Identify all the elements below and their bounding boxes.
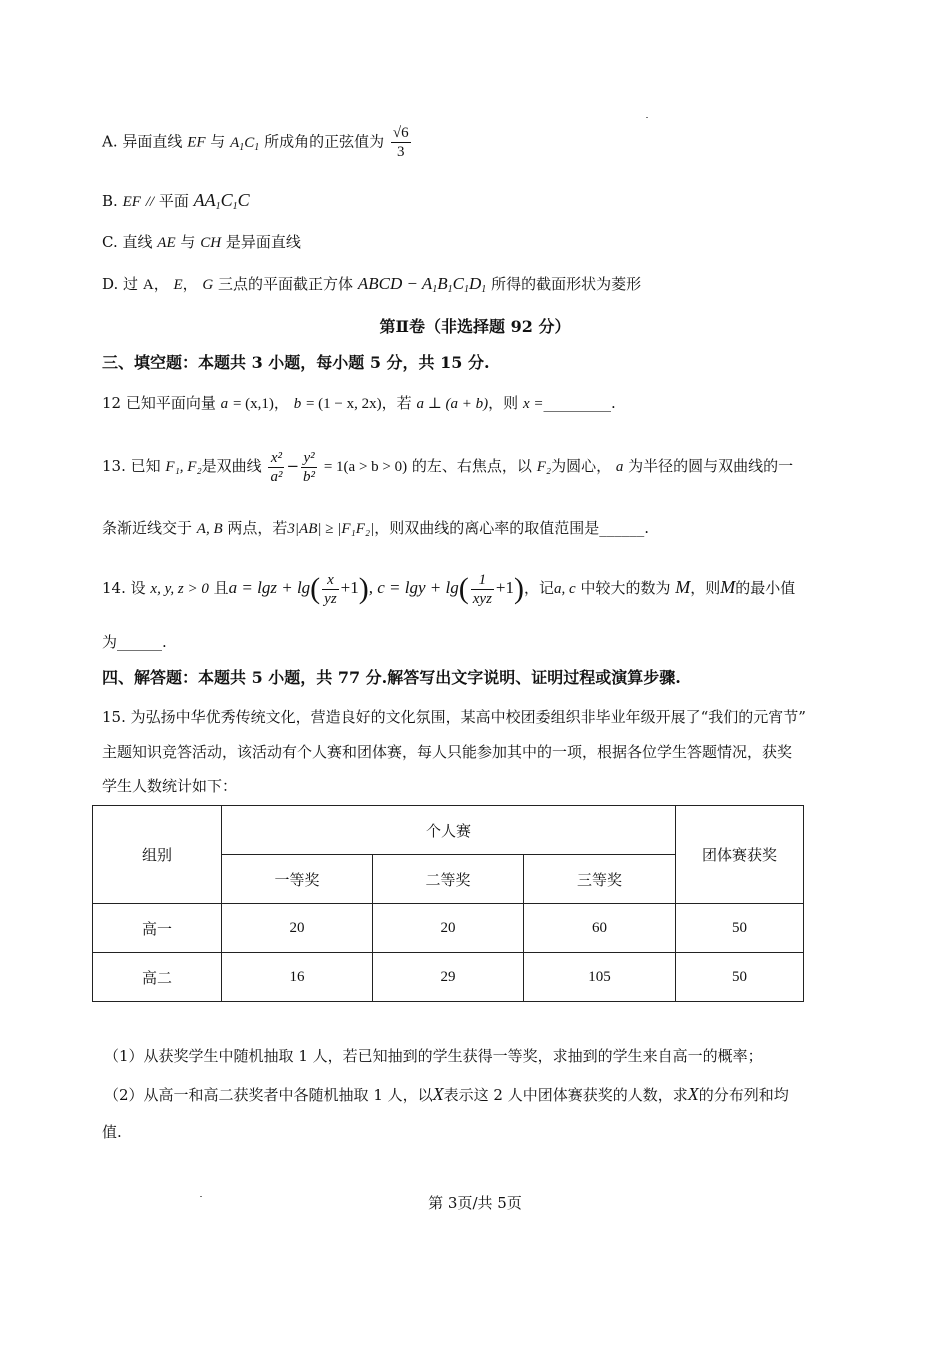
cell-group: 高二 xyxy=(93,953,222,1002)
text: 三点的平面截正方体 xyxy=(218,275,354,293)
math: = 1(a > b > 0) xyxy=(323,459,408,475)
math: E xyxy=(173,277,183,293)
text: 与 xyxy=(180,233,196,251)
header-team: 团体赛获奖 xyxy=(676,806,804,904)
text: 为半径的圆与双曲线的一 xyxy=(628,457,794,475)
section-title: 三、填空题：本题共 3 小题，每小题 5 分，共 15 分. xyxy=(102,353,490,372)
math: a ⊥ (a + b) xyxy=(416,396,489,412)
text: 是双曲线 xyxy=(201,457,262,475)
math: x, y, z > 0 xyxy=(150,581,209,597)
math: F₁, F₂ xyxy=(165,459,202,475)
math: 3|AB| ≥ |F₁F₂| xyxy=(287,521,375,537)
option-d: D. 过 A， E， G 三点的平面截正方体 ABCD − $A_1B_1C_1D_1$ 所得的截面形状为菱形 xyxy=(102,274,642,295)
cell-team: 50 xyxy=(676,904,804,953)
award-table xyxy=(92,805,804,1002)
cell-group: 高一 xyxy=(93,904,222,953)
table-row xyxy=(93,904,804,953)
question-15: 15. 为弘扬中华优秀传统文化，营造良好的文化氛围，某高中校团委组织非毕业年级开展了“我们的元宵节” xyxy=(102,708,806,726)
text: 是异面直线 xyxy=(225,233,301,251)
text: ，则双曲线的离心率的取值范围是 xyxy=(374,519,600,537)
math: $A_1C_1$ xyxy=(230,134,260,153)
header-group: 组别 xyxy=(93,806,222,904)
paren: ) xyxy=(358,572,369,605)
text: （2）从高一和高二获奖者中各随机抽取 1 人，以 xyxy=(104,1086,433,1104)
math: a xyxy=(615,459,624,475)
math: G xyxy=(202,277,214,293)
cell-team: 50 xyxy=(676,953,804,1002)
math: A, B xyxy=(196,521,223,537)
text: 13. 已知 xyxy=(102,457,161,475)
text: 条渐近线交于 xyxy=(102,519,193,537)
text: 为圆心， xyxy=(551,457,612,475)
text: 平面 xyxy=(158,192,189,210)
answer-blank: _________. xyxy=(543,394,616,412)
text: 过 xyxy=(123,275,139,293)
text: 已知平面向量 xyxy=(125,394,216,412)
question-number: 12 xyxy=(102,394,122,412)
question-15-sub2-line2: 值. xyxy=(102,1123,122,1141)
cell-third: 60 xyxy=(524,904,676,953)
text: 直线 xyxy=(122,233,153,251)
math: ABCD − $A_1B_1C_1D_1$ xyxy=(357,274,487,295)
table-row xyxy=(93,953,804,1002)
math: X xyxy=(687,1084,699,1104)
text: ，若 xyxy=(381,394,412,412)
cell-third: 105 xyxy=(524,953,676,1002)
math: +1 xyxy=(495,578,514,597)
question-12: 12 已知平面向量 a = (x,1)， b = (1 − x, 2x)，若 a ⊥ (a + b)，则 x =_________. xyxy=(102,394,616,412)
speck xyxy=(646,117,648,118)
text: 的最小值 xyxy=(735,579,796,597)
text: 所成角的正弦值为 xyxy=(264,132,385,151)
math: M xyxy=(675,577,691,597)
math: +1 xyxy=(340,578,359,597)
option-c xyxy=(102,232,301,253)
text: 14. 设 xyxy=(102,579,146,597)
math: = (x,1) xyxy=(232,396,274,412)
question-15-line2: 主题知识竞答活动，该活动有个人赛和团体赛，每人只能参加其中的一项，根据各位学生答题情况，获奖 xyxy=(102,743,793,761)
text: 与 xyxy=(210,132,226,151)
math: M xyxy=(720,577,736,597)
fraction: $\frac{\text{x²}}{\text{a²}}$ xyxy=(270,449,283,485)
cell-first: 16 xyxy=(222,953,373,1002)
question-15-sub1: （1）从获奖学生中随机抽取 1 人，若已知抽到的学生获得一等奖，求抽到的学生来自高一的概率； xyxy=(104,1047,763,1065)
option-b xyxy=(102,190,250,217)
fraction: $\frac{x}{yz}$ xyxy=(324,571,337,607)
paren: ( xyxy=(310,572,321,605)
paren: ( xyxy=(458,572,469,605)
option-label: B. xyxy=(102,192,118,210)
fraction: $\frac{\text{y²}}{\text{b²}}$ xyxy=(303,449,316,485)
text: 的左、右焦点，以 xyxy=(411,457,532,475)
math: EF xyxy=(122,194,141,210)
math: EF xyxy=(187,134,206,151)
question-14 xyxy=(102,565,795,611)
cell-second: 29 xyxy=(373,953,524,1002)
math: a = lgz + lg xyxy=(228,578,311,597)
text: ，记 xyxy=(524,579,555,597)
question-13: 13. 已知 F₁, F₂是双曲线 $\frac{\text{x²}}{\text{a²}}$ − $\frac{\text{y²}}{\text{b²}}$ = 1(a > b > 0) 的左、右焦点，以 F₂为圆心， a 为半径的圆与双曲线的一 xyxy=(102,449,794,485)
text: 的分布列和均 xyxy=(698,1086,789,1104)
text: ，则 xyxy=(690,579,721,597)
option-label: D. xyxy=(102,275,119,293)
question-15-line3: 学生人数统计如下： xyxy=(102,777,238,795)
text: 异面直线 xyxy=(122,132,183,151)
cell-second: 20 xyxy=(373,904,524,953)
answer-blank: ______. xyxy=(599,519,650,537)
option-label: A. xyxy=(102,132,118,151)
fraction: $\frac{√6}{3}$ xyxy=(392,125,409,160)
vector-b: b xyxy=(293,396,302,412)
math: X xyxy=(432,1084,444,1104)
text: 且 xyxy=(213,579,229,597)
section-title: 四、解答题：本题共 5 小题，共 77 分.解答写出文字说明、证明过程或演算步骤. xyxy=(102,668,681,687)
question-15-sub2 xyxy=(104,1084,789,1105)
math: $AA_1C_1C$ xyxy=(193,190,250,212)
text: 两点，若 xyxy=(227,519,288,537)
page-number: 第 3页/共 5页 xyxy=(428,1194,522,1212)
math: x = xyxy=(522,396,544,412)
header-third: 三等奖 xyxy=(524,855,676,904)
header-second: 二等奖 xyxy=(373,855,524,904)
question-14-line2: 为______. xyxy=(102,633,167,651)
question-13-line2 xyxy=(102,518,649,539)
math: F₂ xyxy=(536,459,552,475)
math: a, c xyxy=(554,581,576,597)
option-label: C. xyxy=(102,233,118,251)
option-a xyxy=(102,124,413,165)
math: // xyxy=(145,194,155,210)
math: AE xyxy=(157,235,176,251)
cell-first: 20 xyxy=(222,904,373,953)
part-title: 第Ⅱ卷（非选择题 92 分） xyxy=(379,317,571,336)
paren: ) xyxy=(514,572,524,605)
text: 所得的截面形状为菱形 xyxy=(491,275,642,293)
vector-a: a xyxy=(220,396,229,412)
fraction: $\frac{1}{\text{xyz}}$ xyxy=(472,571,492,607)
text: 表示这 2 人中团体赛获奖的人数，求 xyxy=(443,1086,688,1104)
header-first: 一等奖 xyxy=(222,855,373,904)
math: = (1 − x, 2x) xyxy=(305,396,382,412)
header-individual: 个人赛 xyxy=(222,806,676,855)
text: ，则 xyxy=(488,394,519,412)
math: , c = lgy + lg xyxy=(368,578,459,597)
text: 中较大的数为 xyxy=(580,579,671,597)
math: A xyxy=(142,277,154,293)
math: CH xyxy=(200,235,222,251)
